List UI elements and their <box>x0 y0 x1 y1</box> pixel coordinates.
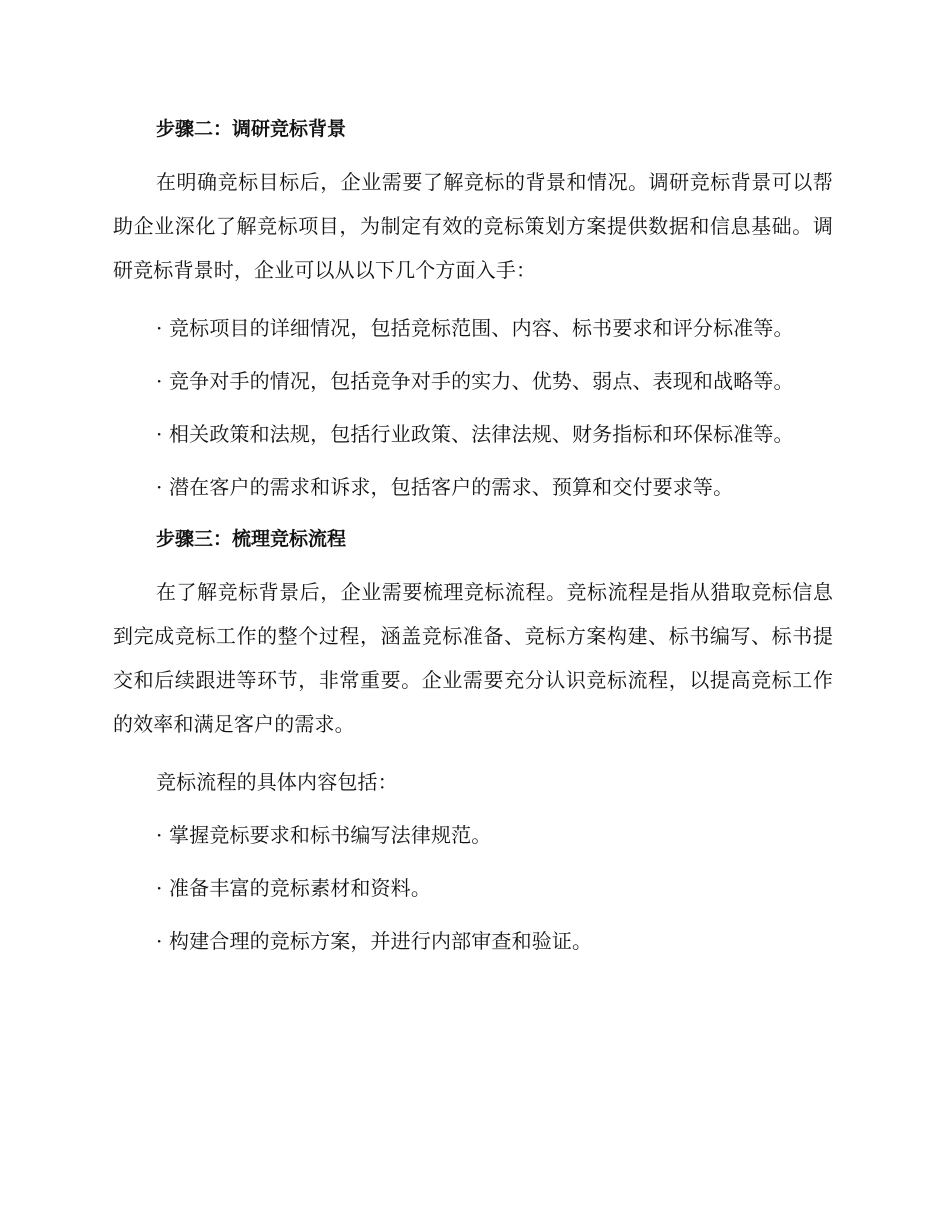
section3-lead-paragraph: 竞标流程的具体内容包括： <box>156 770 398 794</box>
bullet-item: · 相关政策和法规，包括行业政策、法律法规、财务指标和环保标准等。 <box>156 422 794 446</box>
bullet-item: · 竞争对手的情况，包括竞争对手的实力、优势、弱点、表现和战略等。 <box>156 369 794 393</box>
bullet-item: · 掌握竞标要求和标书编写法律规范。 <box>156 823 492 847</box>
document-body <box>113 107 833 963</box>
bullet-item: · 潜在客户的需求和诉求，包括客户的需求、预算和交付要求等。 <box>156 475 734 499</box>
section3-intro-paragraph: 在了解竞标背景后，企业需要梳理竞标流程。竞标流程是指从猎取竞标信息到完成竞标工作的整个过程，涵盖竞标准备、竞标方案构建、标书编写、标书提交和后续跟进等环节，非常重要。企业需要充分认识竞标流程，以提高竞标工作的效率和满足客户的需求。 <box>113 580 833 736</box>
bullet-item: · 构建合理的竞标方案，并进行内部审查和验证。 <box>156 929 593 953</box>
section2-heading: 步骤二：调研竞标背景 <box>156 118 347 140</box>
bullet-item: · 竞标项目的详细情况，包括竞标范围、内容、标书要求和评分标准等。 <box>156 316 794 340</box>
section2-intro-paragraph: 在明确竞标目标后，企业需要了解竞标的背景和情况。调研竞标背景可以帮助企业深化了解竞标项目，为制定有效的竞标策划方案提供数据和信息基础。调研竞标背景时，企业可以从以下几个方面入手： <box>113 170 833 282</box>
section3-heading: 步骤三：梳理竞标流程 <box>156 528 347 550</box>
bullet-item: · 准备丰富的竞标素材和资料。 <box>156 876 431 900</box>
